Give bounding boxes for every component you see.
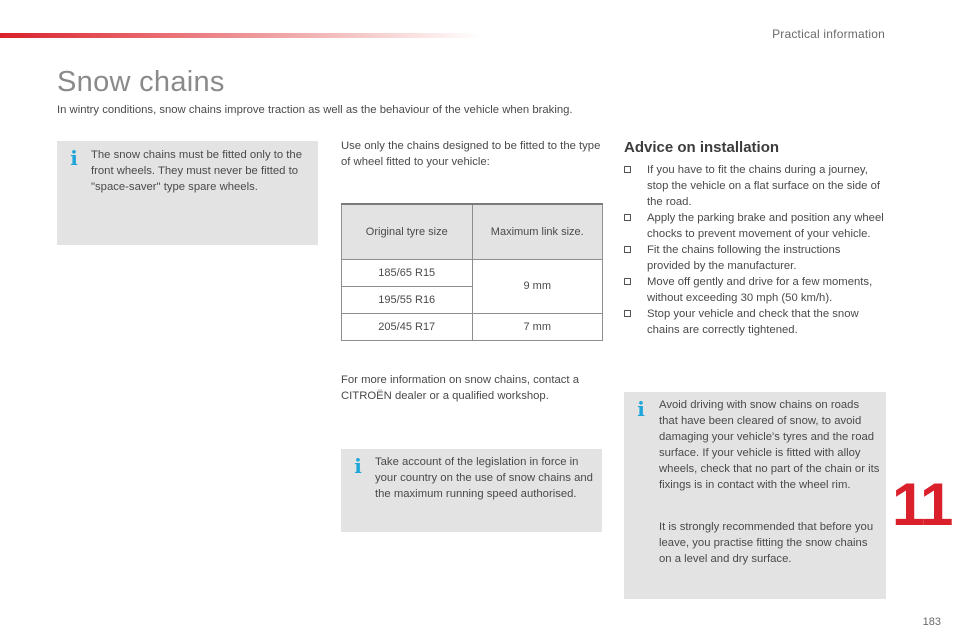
checkbox-bullet-icon: [624, 214, 631, 221]
list-item-text: Fit the chains following the instructions provided by the manufacturer.: [647, 244, 841, 272]
info-icon: i: [354, 454, 362, 478]
info-box-text: The snow chains must be fitted only to the front wheels. They must never be fitted to "space-saver" type spare wheels.: [91, 149, 302, 193]
table-row: [342, 259, 603, 286]
info-icon: i: [70, 146, 78, 170]
info-box-text: Avoid driving with snow chains on roads that have been cleared of snow, to avoid damaging your vehicle's tyres and the road surface. If your vehicle is fitted with alloy wheels, check that no part of the chain or its fixings is in contact with the wheel rim.: [659, 399, 880, 491]
column-header-tyre-size: Original tyre size: [342, 204, 473, 259]
intro-paragraph: In wintry conditions, snow chains improve traction as well as the behaviour of the vehicle when braking.: [57, 104, 573, 116]
list-item-text: Stop your vehicle and check that the snow chains are correctly tightened.: [647, 308, 859, 336]
info-box-driving: [624, 392, 886, 599]
table-header-row: [342, 204, 603, 259]
advice-list: [624, 162, 886, 338]
use-only-text: Use only the chains designed to be fitted to the type of wheel fitted to your vehicle:: [341, 140, 601, 168]
tyre-size-cell: 185/65 R15: [342, 259, 473, 286]
list-item: [624, 162, 886, 210]
link-size-cell: 7 mm: [472, 313, 603, 340]
advice-title: Advice on installation: [624, 139, 780, 156]
tyre-size-table: [341, 203, 603, 341]
checkbox-bullet-icon: [624, 278, 631, 285]
checkbox-bullet-icon: [624, 246, 631, 253]
section-label: Practical information: [772, 27, 885, 41]
page-number: 183: [922, 616, 941, 628]
table-row: [342, 313, 603, 340]
list-item-text: If you have to fit the chains during a journey, stop the vehicle on a flat surface on the side of the road.: [647, 164, 880, 208]
info-box-legislation: [341, 449, 602, 532]
chapter-number: 11: [892, 471, 952, 538]
info-box-text: It is strongly recommended that before you leave, you practise fitting the snow chains on a level and dry surface.: [659, 521, 874, 565]
info-icon: i: [637, 397, 645, 421]
list-item: [624, 242, 886, 274]
page-title: Snow chains: [57, 66, 225, 98]
list-item: [624, 210, 886, 242]
checkbox-bullet-icon: [624, 166, 631, 173]
list-item: [624, 274, 886, 306]
tyre-size-cell: 205/45 R17: [342, 313, 473, 340]
header-accent-stripe: [0, 33, 480, 38]
tyre-size-cell: 195/55 R16: [342, 286, 473, 313]
column-header-link-size: Maximum link size.: [472, 204, 603, 259]
more-info-text: For more information on snow chains, contact a CITROËN dealer or a qualified workshop.: [341, 374, 579, 402]
list-item-text: Apply the parking brake and position any wheel chocks to prevent movement of your vehicle.: [647, 212, 884, 240]
list-item: [624, 306, 886, 338]
info-box-text: Take account of the legislation in force in your country on the use of snow chains and the maximum running speed authorised.: [375, 456, 593, 500]
link-size-cell: 9 mm: [472, 259, 603, 313]
list-item-text: Move off gently and drive for a few moments, without exceeding 30 mph (50 km/h).: [647, 276, 873, 304]
info-box-front-wheels: [57, 141, 318, 245]
checkbox-bullet-icon: [624, 310, 631, 317]
